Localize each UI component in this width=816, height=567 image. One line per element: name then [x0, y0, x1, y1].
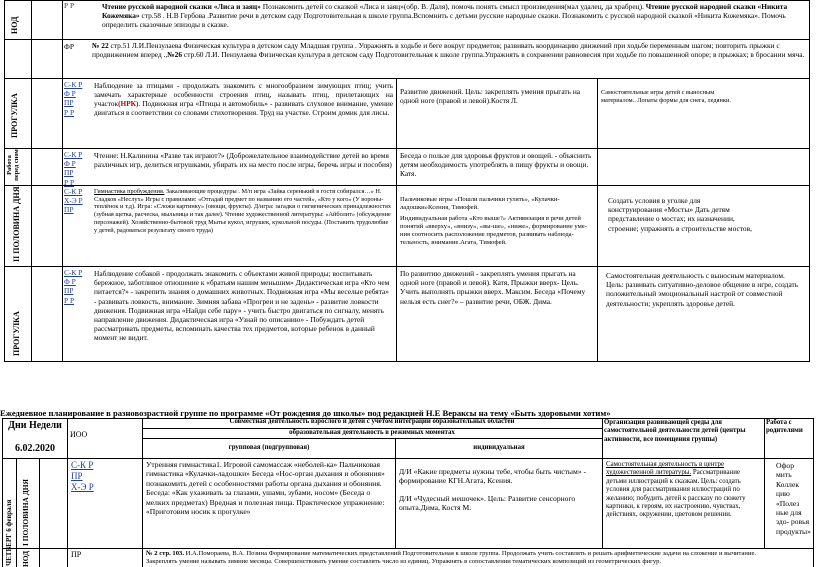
evening-codes [64, 187, 83, 215]
evening-group-activity [92, 187, 395, 265]
fr-text-2: стр.60 Л.И. Пензулаева Физическая культура в детском саду Подготовительная к школе группа.Упражнять в сохранении равновесия при ходьбе по повышенной опоре; в прыжках; в бросании мяча. [182, 50, 805, 60]
morning-group-activity: Утренняя гимнастика1. Игровой самомассаж «неболей-ка» Пальчиковая гимнастика «Кулачки-ладошки» Беседа «Нос-орган дыхания и обоняния» познакомить детей с особенностями работы органа дыхания и обоняния. Беседа: «Как ухаживать за глазами, ушами, зубами, носом» (Беседа о мелких предметах) Вредная и полезная пища. Практическое упражнение: «Приготовим носик к прогулке» [146, 460, 385, 517]
sleep-group-activity: Чтение: Н.Калинина «Разве так играют?» (Доброжелательное взаимодействие детей во время различных игр, делиться игрушками, убирать их на место после игры, беречь игры и пособия) [94, 151, 392, 170]
parents-work: Офор мить Коллек цию «Полез ные для здо- ровья продукты» [776, 461, 811, 536]
gym-label: Гимнастика пробуждения. [94, 188, 165, 195]
code: Ф Р [64, 89, 76, 99]
code: Ф Р [64, 159, 76, 169]
code: Ф Р [64, 277, 76, 287]
col-env: Организация развивающей среды для самостоятельной деятельности детей (центры активности, все помещения группы) [604, 419, 746, 443]
code: Р Р [64, 295, 75, 305]
code: Р Р [64, 107, 75, 117]
lower-codes [71, 460, 94, 493]
reading-plan [100, 1, 808, 38]
code: ПР [64, 98, 74, 108]
walk1-group-activity [92, 80, 395, 147]
section-nod: НОД [10, 16, 19, 34]
nod-label-lower: НОД [21, 550, 30, 567]
section-before-sleep: Работа перед сном [6, 149, 20, 181]
evening-text: Закаливающие процедуры . М/п игра «Зайка серенький в гости собирался…» Н. Сладков «Неслух» Игры с правилами: «Отгадай предмет по названию его частей», «Кто у кого» (У вороны-теплёнок и т.д). Игра: «Сложи картинку» (овощи, фрукты). Д/игра: загадки о гигиенических принадлежностях (зубная щетка, расческа, мыльница и так далее). Чтение художественной литературы: «Айболит» (обсуждение персонажей). Хозяйственно-бытовой труд Мытье кукол, игрушек, кукольной посуды. (Поставить трудолюбие у детей, радоваться результату своего труда) [94, 188, 392, 234]
evening-independent: Создать условия в уголке для конструирования «Мосты» Дать детям представление о мостах; их назначении, строение; упражнять в строительстве мостов, [608, 196, 752, 233]
code: ПР [71, 471, 83, 481]
walk2-independent: Самостоятельная деятельность с выносным материалом. Цель: развивать ситуативно-деловое общение в игре, создать положительный эмоциональный настрой от совместной деятельности; укреплять здоровье детей. [606, 271, 799, 308]
upper-table [4, 0, 810, 362]
col-joint: Совместная деятельность взрослого и детей с учетом интеграции образовательных областей [229, 418, 515, 425]
code: С-К Р [64, 187, 83, 196]
col-parents: Работа с родителями [766, 419, 803, 435]
col-group: групповая (подгрупповая) [228, 444, 310, 451]
code: ПР [64, 286, 74, 296]
walk1-individual: Развитие движений. Цель: закреплять умения прыгать на одной ноге (правой и левой).Костя Л. [400, 87, 581, 106]
area-code-fr: ФР [64, 42, 74, 51]
fr-num-1: № 22 [92, 41, 109, 50]
weekday-label: ЧЕТВЕРГ 6 февраля [5, 499, 13, 566]
code: Х-Э Р [71, 482, 94, 492]
evening-individual-b: Индивидуальная работа «Кто выше?» Активизация в речи детей понятий «вверху», «внизу», «вы-ше», «ниже», формирование уме-ния соотносить расположение предметов, развивать наблюда-тельность, внимание.Агата, Тимофей. [400, 215, 587, 246]
code: С-К Р [71, 460, 94, 470]
walk2-codes [64, 268, 82, 305]
col-regime: образовательная деятельность в режимных моментах [289, 429, 455, 436]
col-edu: ИОО [70, 430, 88, 439]
section-second-half: II ПОЛОВИНА ДНЯ [12, 186, 21, 262]
date: 6.02.2020 [15, 443, 55, 454]
section-walk-2: ПРОГУЛКА [12, 311, 21, 356]
env-text: Рассматривание детьми иллюстраций к сказкам. Цель: создать условия для рассматривания иллюстраций по желанию; побудить детей к рассказу по сюжету картинки, к героям, их настроению, чувствах, действиях, окружении, цветовом решении. [606, 469, 746, 519]
walk1-text-b: . Подвижная игра «Птицы и автомобиль» - развивать слуховое внимание, умение двигаться в соответствии со словами стихотворения. Труд на участке. Строим домик для лисы. [94, 99, 393, 117]
col-individual: индивидуальная [473, 444, 525, 451]
sleep-individual: Беседа о пользе для здоровья фруктов и овощей. - объяснить детям необходимость употреблять в пищу фрукты и овощи. Катя. [400, 151, 592, 179]
env-center: Самостоятельная деятельность в центре художественной литературы. [606, 461, 725, 477]
first-half-label: I ПОЛОВИНА ДНЯ [21, 479, 30, 546]
nrk-marker: (НРК) [118, 99, 139, 108]
lower-table [2, 418, 814, 567]
reading-title-1: Чтение русской народной сказки «Лиса и заяц» [102, 2, 261, 11]
walk1-text-a: Наблюдение за птицами - продолжать знакомить с многообразием зимующих птиц; учить замечать характерные особенности строения птиц, называть птиц, прилетающих на участок [94, 81, 393, 108]
math-lesson [144, 549, 764, 567]
pr-code: ПР [71, 550, 82, 559]
fr-text-1: стр.51 Л.И.Пензулаева Физическая культура в детском саду Младшая группа . Упражнять в ходьбе и беге вокруг предметов; развивать координацию движений при ходьбе переменным шагом; повторить прыжки с продвижением вперед ., [92, 41, 780, 60]
environment-activity [604, 460, 762, 547]
morning-individual [397, 466, 601, 546]
reading-text-2: стр.58 . Н.В Гербова .Развитие речи в детском саду Подготовительная к школе группа.Вспомнить с детьми русские народные сказки. Познакомить с русской народной сказкой «Никита Кожемяка». Помочь определить сказочные эпизоды в сказке. [102, 11, 786, 30]
code: ПР [64, 205, 74, 215]
physical-plan [90, 40, 808, 77]
evening-individual-a: Пальчиковые игры «Пошли пальчики гулять», «Кулачки-ладошки»Ксения, Тимофей. [400, 196, 560, 211]
math-lesson-text: И.А.Помораева, В.А. Позина Формирование математических представлений Подготовительная к школе группа. Продолжать учить составлять и решать арифметические задачи на сложение и вычитание. Закреплять умение называть зимние месяцы. Совершенствовать умение составлять число из единиц. Упражнять в сопоставлении тематических композиций из геометрических фигур. [146, 550, 757, 565]
day-label: Дни Недели [8, 420, 62, 431]
code: С-К Р [64, 268, 83, 277]
math-lesson-num: № 2 стр. 103. [146, 550, 184, 557]
evening-individual [398, 195, 596, 265]
walk1-codes [64, 80, 82, 117]
code: С-К Р [64, 150, 83, 159]
individual-a: Д/И «Какие предметы нужны тебе, чтобы быть чистым» - формирование КГН.Агата, Ксения. [399, 467, 587, 486]
reading-text-1: Познакомить детей со сказкой «Лиса и заяц»(обр. В. Даля), помочь понять смысл произведения(мал удалец, да храбрец). [260, 2, 646, 11]
walk2-individual: По развитию движений - закреплять умения прыгать на одной ноге (правой и левой). Катя, Прыжки вверх- Цель. Учить выполнять прыжки вверх. Максим. Беседа «Почему нельзя есть снег?» – развитие речи, ОБЖ. Дима. [400, 269, 586, 306]
code: Х-Э Р [64, 196, 83, 206]
section-walk: ПРОГУЛКА [10, 93, 19, 138]
code: Р Р [64, 177, 75, 187]
walk1-independent: Самостоятельные игры детей с выносным материалом.. Лопаты формы для снега, ледянки. [601, 89, 731, 104]
walk2-group-activity: Наблюдение собакой - продолжать знакомить с объектами живой природы; воспитывать бережное, заботливое отношение к «братьям нашим меньшим» Дидактическая игра «Кто чем питается?» - закрепить знания о домашних животных. Подвижная игра «Мы веселые ребята» - развивать ловкость, внимание. Зимняя забава «Прогреи и не задень» - развитие ловкости движения. Подвижная игра «Найди себе пару» - учить быстро двигаться по сигналу, менять направление движения. Дидактическая игра «Узнай по описанию» - Побуждать детей рассматривать предметы, вспоминать качества тех предметов, которые ребенок в данный момент не видит. [94, 269, 390, 343]
reading-title-2: Чтение русской народной сказки «Никита Кожемяка» [102, 2, 788, 21]
plan-heading: Ежедневное планирование в разновозрастной группе по программе «От рождения до школы» под редакцией Н.Е Вераксы на тему «Быть здоровыми хотим» [0, 408, 611, 418]
sleep-codes [64, 150, 82, 187]
code: ПР [64, 168, 74, 178]
fr-num-2: №26 [167, 50, 183, 60]
individual-b: Д/И «Чудесный мешочек». Цель: Развитие сенсорного опыта.Дима, Костя М. [399, 493, 576, 513]
code: С-К Р [64, 80, 83, 89]
area-code-rr: Р Р [64, 1, 75, 10]
